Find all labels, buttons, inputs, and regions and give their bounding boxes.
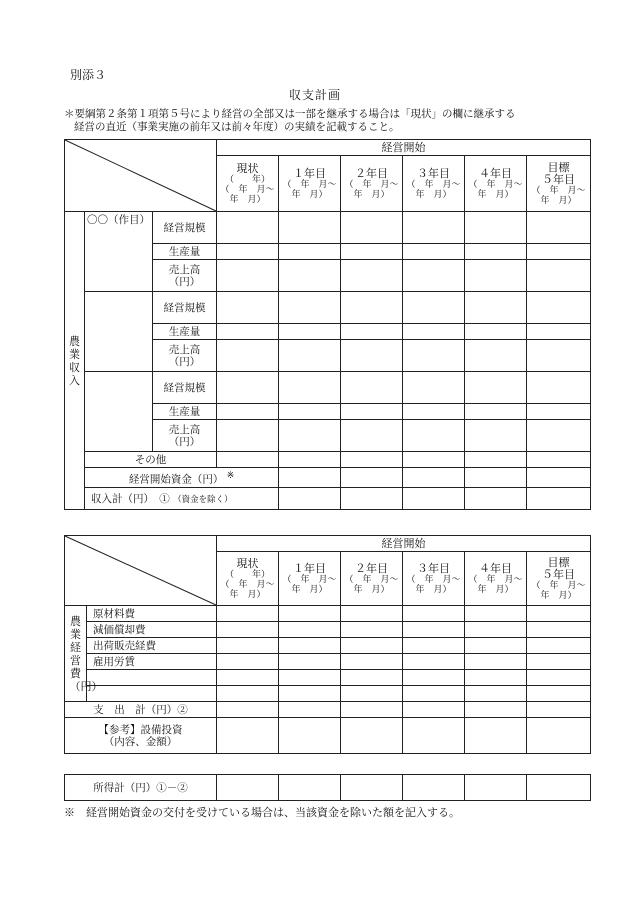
input-cell[interactable] — [279, 420, 341, 452]
input-cell[interactable] — [217, 686, 279, 702]
input-cell[interactable] — [279, 775, 341, 801]
input-cell[interactable] — [217, 324, 279, 340]
input-cell[interactable] — [465, 324, 527, 340]
input-cell[interactable] — [403, 260, 465, 292]
input-cell[interactable] — [279, 404, 341, 420]
input-cell[interactable] — [527, 244, 591, 260]
row-other: その他 — [85, 452, 217, 468]
input-cell[interactable] — [217, 718, 279, 754]
input-cell[interactable] — [279, 292, 341, 324]
col-target: 目標 ５年目 （ 年 月～ 年 月） — [527, 156, 591, 212]
input-cell[interactable] — [341, 404, 403, 420]
input-cell[interactable] — [279, 606, 341, 622]
row-production: 生産量 — [153, 324, 217, 340]
col-target: 目標 ５年目 （ 年 月～ 年 月） — [527, 552, 591, 606]
input-cell[interactable] — [279, 702, 341, 718]
income-section-label: 農業収入 — [65, 212, 85, 510]
row-production: 生産量 — [153, 404, 217, 420]
input-cell[interactable] — [527, 622, 591, 638]
input-cell[interactable] — [527, 488, 591, 510]
input-cell[interactable] — [465, 420, 527, 452]
input-cell[interactable] — [217, 292, 279, 324]
input-cell[interactable] — [465, 775, 527, 801]
row-income-total: 収入計（円） ① （資金を除く） — [85, 488, 279, 510]
col-year-2: ２年目 （ 年 月～ 年 月） — [341, 552, 403, 606]
input-cell[interactable] — [527, 775, 591, 801]
input-cell[interactable] — [403, 654, 465, 670]
row-capex-reference: 【参考】設備投資 （内容、金額） — [65, 718, 217, 754]
input-cell[interactable] — [403, 340, 465, 372]
input-cell[interactable] — [527, 606, 591, 622]
input-cell[interactable] — [465, 686, 527, 702]
input-cell[interactable] — [279, 260, 341, 292]
row-scale: 経営規模 — [153, 372, 217, 404]
col-current: 現状 （ 年） （ 年 月～ 年 月） — [217, 552, 279, 606]
row-sales: 売上高（円） — [153, 260, 217, 292]
input-cell[interactable] — [341, 686, 403, 702]
input-cell[interactable] — [527, 468, 591, 488]
row-scale: 経営規模 — [153, 212, 217, 244]
input-cell[interactable] — [403, 212, 465, 244]
input-cell[interactable] — [465, 244, 527, 260]
input-cell[interactable] — [341, 654, 403, 670]
col-year-1: １年目 （ 年 月～ 年 月） — [279, 552, 341, 606]
input-cell[interactable] — [341, 324, 403, 340]
input-cell[interactable] — [403, 775, 465, 801]
group-header: 経営開始 — [217, 140, 591, 156]
expense-item: 原材料費 — [87, 606, 217, 622]
input-cell[interactable] — [527, 420, 591, 452]
input-cell[interactable] — [403, 718, 465, 754]
expense-item-blank[interactable] — [87, 670, 217, 686]
input-cell[interactable] — [403, 488, 465, 510]
crop-cell-empty[interactable] — [85, 372, 153, 452]
input-cell[interactable] — [217, 340, 279, 372]
col-current: 現状 （ 年） （ 年 月～ 年 月） — [217, 156, 279, 212]
input-cell[interactable] — [403, 606, 465, 622]
input-cell[interactable] — [279, 488, 341, 510]
input-cell[interactable] — [403, 686, 465, 702]
row-sales: 売上高（円） — [153, 420, 217, 452]
expense-item-blank[interactable] — [87, 686, 217, 702]
input-cell[interactable] — [465, 292, 527, 324]
input-cell[interactable] — [279, 718, 341, 754]
crop-label: 〇〇（作目） — [85, 212, 153, 292]
input-cell[interactable] — [465, 404, 527, 420]
input-cell[interactable] — [279, 622, 341, 638]
input-cell[interactable] — [403, 622, 465, 638]
input-cell[interactable] — [465, 702, 527, 718]
input-cell[interactable] — [527, 718, 591, 754]
page-title: 収支計画 — [288, 88, 341, 102]
col-year-1: １年目 （ 年 月～ 年 月） — [279, 156, 341, 212]
input-cell[interactable] — [279, 212, 341, 244]
input-cell[interactable] — [527, 686, 591, 702]
input-cell[interactable] — [527, 452, 591, 468]
input-cell[interactable] — [527, 638, 591, 654]
input-cell[interactable] — [341, 420, 403, 452]
col-year-2: ２年目 （ 年 月～ 年 月） — [341, 156, 403, 212]
input-cell[interactable] — [403, 372, 465, 404]
input-cell[interactable] — [341, 244, 403, 260]
input-cell[interactable] — [403, 638, 465, 654]
input-cell[interactable] — [279, 638, 341, 654]
input-cell[interactable] — [217, 404, 279, 420]
row-expense-total: 支 出 計（円）② — [65, 702, 217, 718]
expense-item: 雇用労賃 — [87, 654, 217, 670]
diagonal-header-cell — [65, 536, 217, 606]
input-cell[interactable] — [403, 420, 465, 452]
input-cell[interactable] — [341, 452, 403, 468]
input-cell[interactable] — [527, 340, 591, 372]
input-cell[interactable] — [465, 468, 527, 488]
input-cell[interactable] — [217, 638, 279, 654]
input-cell[interactable] — [279, 372, 341, 404]
input-cell[interactable] — [217, 606, 279, 622]
input-cell[interactable] — [465, 452, 527, 468]
input-cell[interactable] — [341, 670, 403, 686]
input-cell[interactable] — [465, 212, 527, 244]
input-cell[interactable] — [341, 622, 403, 638]
input-cell[interactable] — [465, 488, 527, 510]
attachment-label: 別添３ — [70, 68, 107, 82]
input-cell[interactable] — [403, 404, 465, 420]
col-year-3: ３年目 （ 年 月～ 年 月） — [403, 156, 465, 212]
group-header: 経営開始 — [217, 536, 591, 552]
input-cell[interactable] — [403, 244, 465, 260]
col-year-4: ４年目 （ 年 月～ 年 月） — [465, 552, 527, 606]
input-cell[interactable] — [217, 775, 279, 801]
input-cell[interactable] — [403, 702, 465, 718]
diagonal-header-cell — [65, 140, 217, 212]
input-cell[interactable] — [341, 340, 403, 372]
income-table — [64, 139, 591, 510]
input-cell[interactable] — [465, 718, 527, 754]
expense-table — [64, 535, 591, 754]
input-cell[interactable] — [527, 404, 591, 420]
input-cell[interactable] — [465, 260, 527, 292]
input-cell[interactable] — [465, 606, 527, 622]
input-cell[interactable] — [341, 212, 403, 244]
input-cell[interactable] — [527, 702, 591, 718]
row-profit-total: 所得計（円）①－② — [65, 775, 217, 801]
input-cell[interactable] — [527, 654, 591, 670]
input-cell[interactable] — [279, 468, 341, 488]
input-cell[interactable] — [279, 340, 341, 372]
input-cell[interactable] — [341, 468, 403, 488]
input-cell[interactable] — [527, 324, 591, 340]
input-cell[interactable] — [279, 452, 341, 468]
input-cell[interactable] — [279, 324, 341, 340]
input-cell[interactable] — [217, 244, 279, 260]
input-cell[interactable] — [279, 654, 341, 670]
input-cell[interactable] — [403, 292, 465, 324]
input-cell[interactable] — [217, 654, 279, 670]
expense-section-label: 農業経営費（円） — [65, 606, 87, 702]
note-line-1: ＊要綱第２条第１項第５号により経営の全部又は一部を継承する場合は「現状」の欄に継承する — [64, 108, 516, 120]
input-cell[interactable] — [217, 212, 279, 244]
note-line-2: 経営の直近（事業実施の前年又は前々年度）の実績を記載すること。 — [74, 121, 400, 133]
input-cell[interactable] — [341, 638, 403, 654]
input-cell[interactable] — [403, 670, 465, 686]
expense-item: 出荷販売経費 — [87, 638, 217, 654]
expense-item: 減価償却費 — [87, 622, 217, 638]
input-cell[interactable] — [527, 212, 591, 244]
input-cell[interactable] — [465, 372, 527, 404]
input-cell[interactable] — [341, 718, 403, 754]
input-cell[interactable] — [527, 292, 591, 324]
input-cell[interactable] — [279, 686, 341, 702]
input-cell[interactable] — [217, 372, 279, 404]
input-cell[interactable] — [217, 622, 279, 638]
input-cell[interactable] — [341, 292, 403, 324]
input-cell[interactable] — [279, 670, 341, 686]
row-scale: 経営規模 — [153, 292, 217, 324]
input-cell[interactable] — [217, 670, 279, 686]
input-cell[interactable] — [465, 654, 527, 670]
input-cell[interactable] — [465, 670, 527, 686]
row-start-fund: 経営開始資金（円） ※ — [85, 468, 279, 488]
instruction-note — [64, 108, 584, 134]
input-cell[interactable] — [465, 340, 527, 372]
input-cell[interactable] — [341, 488, 403, 510]
profit-table — [64, 774, 591, 801]
input-cell[interactable] — [341, 372, 403, 404]
input-cell[interactable] — [527, 372, 591, 404]
input-cell[interactable] — [403, 452, 465, 468]
input-cell[interactable] — [527, 670, 591, 686]
crop-cell-empty[interactable] — [85, 292, 153, 372]
input-cell[interactable] — [217, 260, 279, 292]
col-year-4: ４年目 （ 年 月～ 年 月） — [465, 156, 527, 212]
input-cell[interactable] — [465, 638, 527, 654]
input-cell[interactable] — [403, 324, 465, 340]
input-cell[interactable] — [527, 260, 591, 292]
input-cell[interactable] — [465, 622, 527, 638]
footnote: ※ 経営開始資金の交付を受けている場合は、当該資金を除いた額を記入する。 — [64, 806, 460, 819]
input-cell[interactable] — [403, 468, 465, 488]
input-cell[interactable] — [341, 702, 403, 718]
input-cell[interactable] — [341, 606, 403, 622]
col-year-3: ３年目 （ 年 月～ 年 月） — [403, 552, 465, 606]
input-cell[interactable] — [341, 260, 403, 292]
row-production: 生産量 — [153, 244, 217, 260]
input-cell[interactable] — [217, 452, 279, 468]
input-cell[interactable] — [217, 420, 279, 452]
input-cell[interactable] — [217, 702, 279, 718]
input-cell[interactable] — [341, 775, 403, 801]
row-sales: 売上高（円） — [153, 340, 217, 372]
input-cell[interactable] — [279, 244, 341, 260]
